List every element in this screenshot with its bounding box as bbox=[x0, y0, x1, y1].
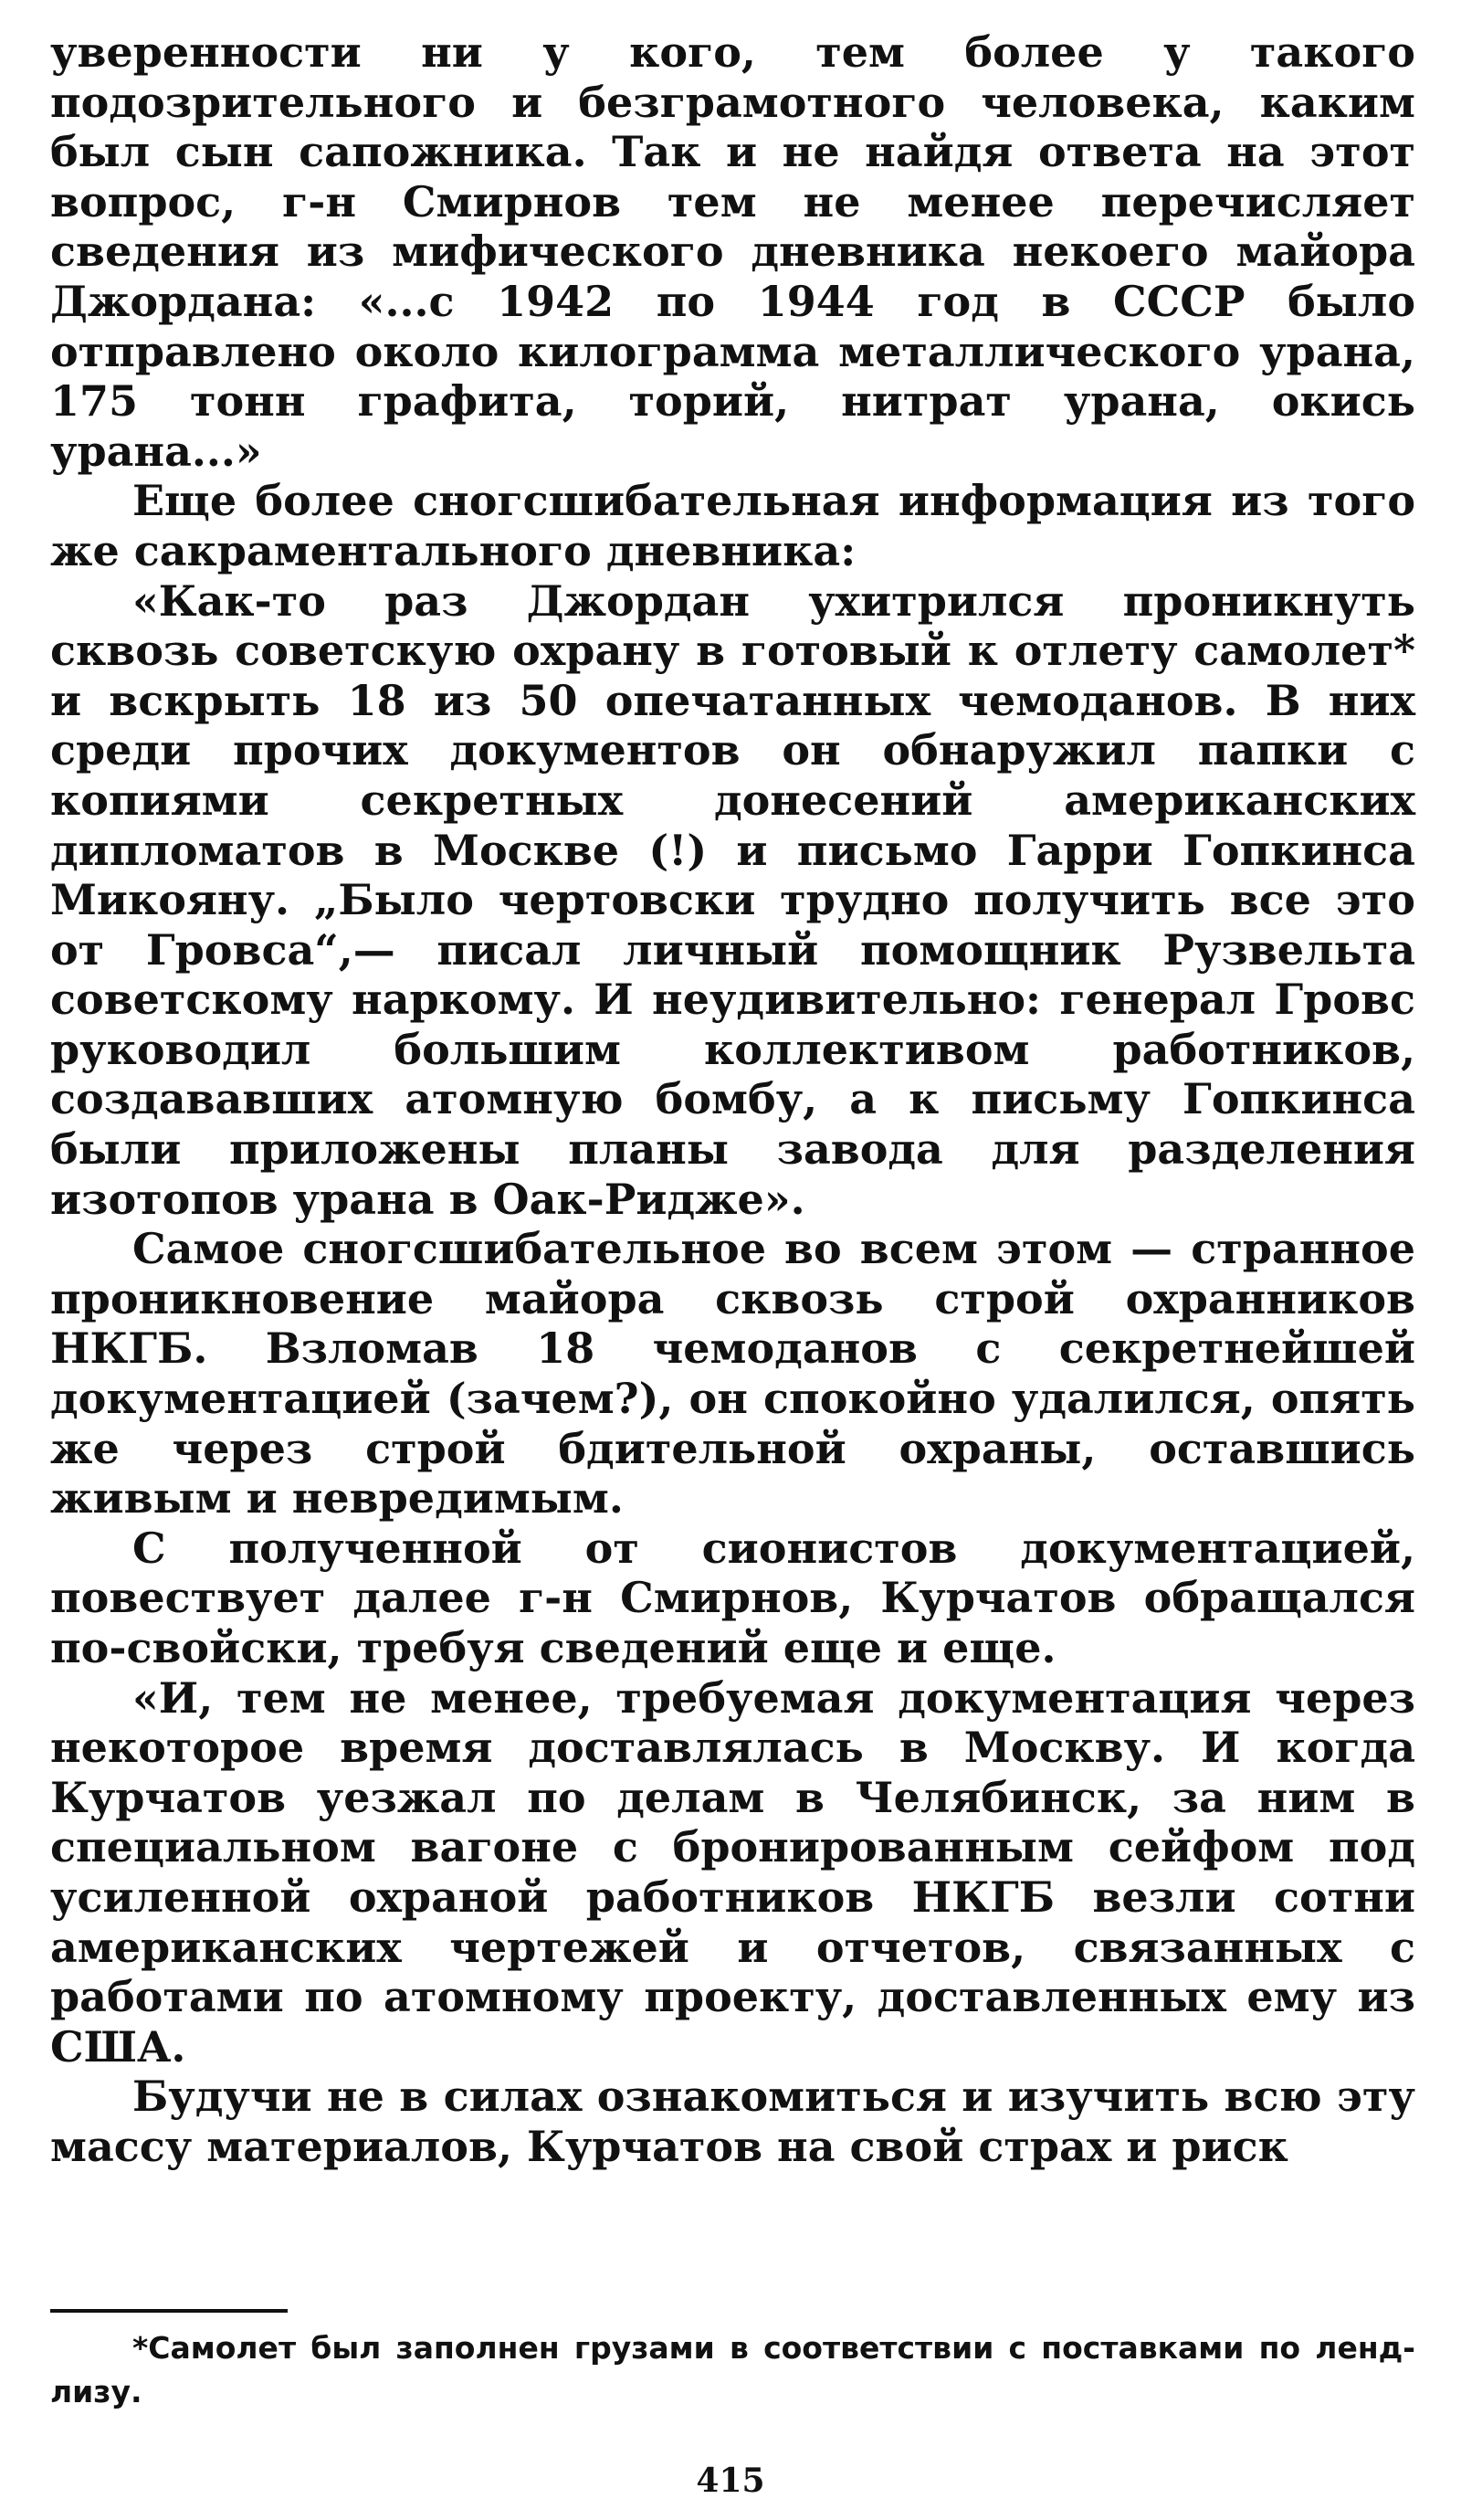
footnote: *Самолет был заполнен грузами в соответствии с поставками по ленд-лизу. bbox=[50, 2330, 1415, 2409]
paragraph-1: уверенности ни у кого, тем более у такого подозрительного и безграмотного человека, каким был сын сапожника. Так и не найдя ответа на этот вопрос, г-н Смирнов тем не менее перечисляет сведения из мифического дневника некоего майора Джордана: «...с 1942 по 1944 год в СССР было отправлено около килограмма металлического урана, 175 тонн графита, торий, нитрат урана, окись урана...» bbox=[50, 27, 1415, 476]
page-number: 415 bbox=[696, 2462, 765, 2500]
paragraph-5: С полученной от сионистов документацией, повествует далее г-н Смирнов, Курчатов обращался по-свойски, требуя сведений еще и еще. bbox=[50, 1523, 1415, 1672]
paragraph-2: Еще более сногсшибательная информация из того же сакраментального дневника: bbox=[50, 476, 1415, 575]
paragraph-7: Будучи не в силах ознакомиться и изучить всю эту массу материалов, Курчатов на свой страх и риск bbox=[50, 2072, 1415, 2171]
paragraph-4: Самое сногсшибательное во всем этом — странное проникновение майора сквозь строй охранников НКГБ. Взломав 18 чемоданов с секретнейшей документацией (зачем?), он спокойно удалился, опять же через строй бдительной охраны, оставшись живым и невредимым. bbox=[50, 1224, 1415, 1524]
page-body bbox=[50, 27, 1415, 2172]
paragraph-3: «Как-то раз Джордан ухитрился проникнуть сквозь советскую охрану в готовый к отлету самолет* и вскрыть 18 из 50 опечатанных чемоданов. В них среди прочих документов он обнаружил папки с копиями секретных донесений американских дипломатов в Москве (!) и письмо Гарри Гопкинса Микояну. „Было чертовски трудно получить все это от Гровса“,— писал личный помощник Рузвельта советскому наркому. И неудивительно: генерал Гровс руководил большим коллективом работников, создававших атомную бомбу, а к письму Гопкинса были приложены планы завода для разделения изотопов урана в Оак-Ридже». bbox=[50, 575, 1415, 1224]
footnote-divider bbox=[50, 2309, 288, 2313]
paragraph-6: «И, тем не менее, требуемая документация через некоторое время доставлялась в Москву. И когда Курчатов уезжал по делам в Челябинск, за ним в специальном вагоне с бронированным сейфом под усиленной охраной работников НКГБ везли сотни американских чертежей и отчетов, связанных с работами по атомному проекту, доставленных ему из США. bbox=[50, 1672, 1415, 2072]
